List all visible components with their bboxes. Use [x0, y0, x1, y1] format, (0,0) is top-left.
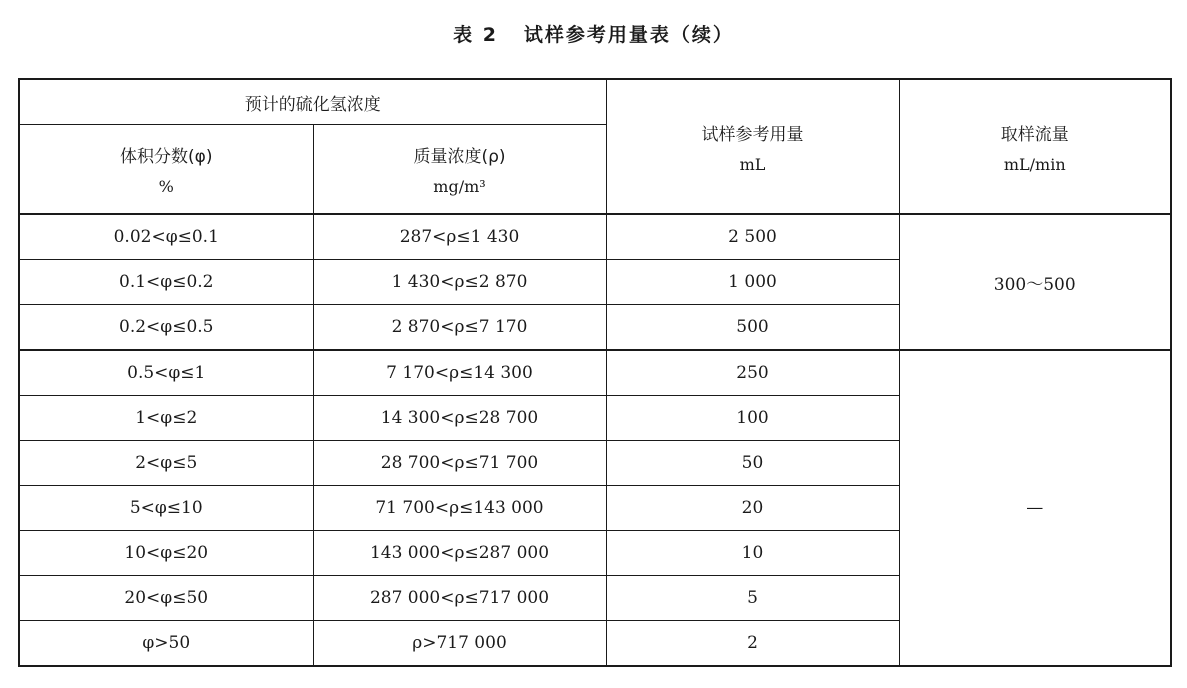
cell-amount: 20 [606, 486, 899, 531]
cell-rho: 7 170<ρ≤14 300 [313, 350, 606, 396]
sample-reference-table [18, 78, 1172, 667]
cell-rho: 2 870<ρ≤7 170 [313, 305, 606, 351]
cell-phi: 0.5<φ≤1 [19, 350, 313, 396]
cell-amount: 50 [606, 441, 899, 486]
cell-rho: 287<ρ≤1 430 [313, 214, 606, 260]
header-flow-unit: mL/min [1003, 154, 1066, 174]
table-title: 表 2 试样参考用量表（续） [453, 24, 734, 46]
cell-amount: 5 [606, 576, 899, 621]
table-row [19, 350, 1171, 396]
cell-amount: 2 500 [606, 214, 899, 260]
header-mass-concentration-unit: mg/m³ [433, 177, 486, 196]
cell-rho: ρ>717 000 [313, 621, 606, 667]
cell-rho: 143 000<ρ≤287 000 [313, 531, 606, 576]
table-row [19, 214, 1171, 260]
header-mass-concentration-label: 质量浓度(ρ) [413, 147, 506, 167]
cell-amount: 100 [606, 396, 899, 441]
cell-amount: 1 000 [606, 260, 899, 305]
cell-amount: 10 [606, 531, 899, 576]
header-expected-h2s-concentration: 预计的硫化氢浓度 [19, 79, 606, 125]
cell-flow-group2: — [899, 350, 1171, 666]
cell-amount: 500 [606, 305, 899, 351]
cell-phi: 0.1<φ≤0.2 [19, 260, 313, 305]
cell-phi: φ>50 [19, 621, 313, 667]
header-sample-amount-unit: mL [739, 154, 766, 174]
cell-amount: 2 [606, 621, 899, 667]
cell-rho: 28 700<ρ≤71 700 [313, 441, 606, 486]
header-sample-amount [606, 79, 899, 214]
cell-flow-group1: 300～500 [899, 214, 1171, 350]
header-volume-fraction [19, 125, 313, 215]
cell-rho: 14 300<ρ≤28 700 [313, 396, 606, 441]
cell-rho: 287 000<ρ≤717 000 [313, 576, 606, 621]
header-flow [899, 79, 1171, 214]
cell-rho: 1 430<ρ≤2 870 [313, 260, 606, 305]
cell-phi: 5<φ≤10 [19, 486, 313, 531]
header-volume-fraction-unit: % [158, 177, 174, 196]
header-mass-concentration [313, 125, 606, 215]
cell-phi: 20<φ≤50 [19, 576, 313, 621]
header-sample-amount-label: 试样参考用量 [701, 124, 804, 145]
cell-phi: 0.02<φ≤0.1 [19, 214, 313, 260]
cell-phi: 1<φ≤2 [19, 396, 313, 441]
cell-phi: 10<φ≤20 [19, 531, 313, 576]
cell-phi: 2<φ≤5 [19, 441, 313, 486]
header-flow-label: 取样流量 [1000, 124, 1069, 145]
cell-amount: 250 [606, 350, 899, 396]
header-volume-fraction-label: 体积分数(φ) [120, 147, 213, 167]
cell-phi: 0.2<φ≤0.5 [19, 305, 313, 351]
cell-rho: 71 700<ρ≤143 000 [313, 486, 606, 531]
